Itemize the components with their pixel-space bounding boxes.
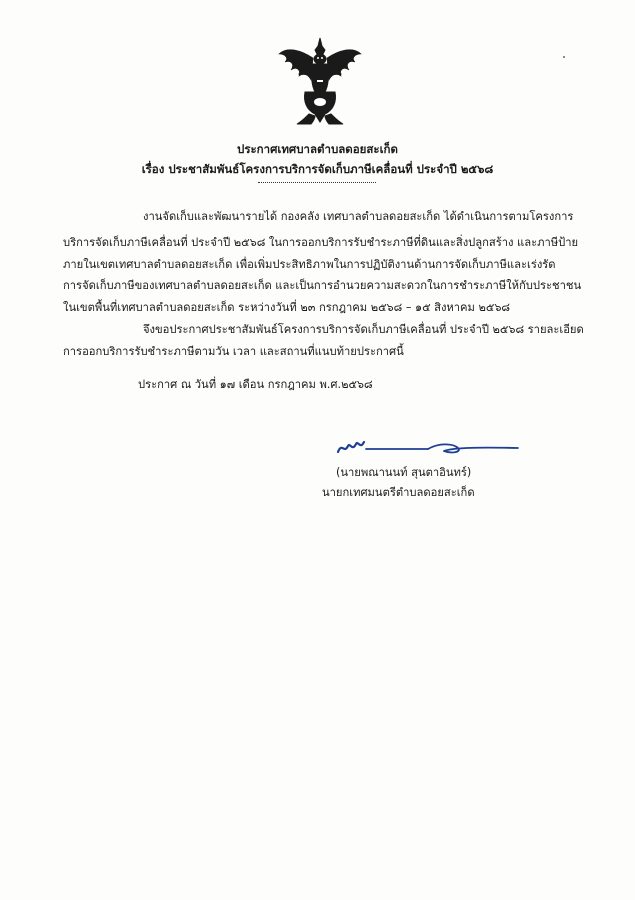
scan-speck	[563, 56, 565, 58]
signatory-position: นายกเทศมนตรีตำบลดอยสะเก็ด	[322, 486, 475, 499]
paragraph-1-line-4: การจัดเก็บภาษีของเทศบาลตำบลดอยสะเก็ด และเป็นการอำนวยความสะดวกในการชำระภาษีให้กับประชาชน	[63, 279, 582, 292]
paragraph-1-line-3: ภายในเขตเทศบาลตำบลดอยสะเก็ด เพื่อเพิ่มประสิทธิภาพในการปฏิบัติงานด้านการจัดเก็บภาษีและเร่งรัด	[63, 258, 556, 271]
announcement-title: ประกาศเทศบาลตำบลดอยสะเก็ด	[237, 142, 398, 156]
announcement-date: ประกาศ ณ วันที่ ๑๗ เดือน กรกฎาคม พ.ศ.๒๕๖๘	[138, 378, 373, 391]
paragraph-1-line-1: งานจัดเก็บและพัฒนารายได้ กองคลัง เทศบาลตำบลดอยสะเก็ด ได้ดำเนินการตามโครงการ	[143, 210, 574, 223]
signatory-name: (นายพณานนท์ สุนตาอินทร์)	[336, 466, 472, 479]
signature-icon	[332, 432, 522, 466]
paragraph-2-line-2: การออกบริการรับชำระภาษีตามวัน เวลา และสถานที่แนบท้ายประกาศนี้	[63, 345, 404, 358]
paragraph-1-line-2: บริการจัดเก็บภาษีเคลื่อนที่ ประจำปี ๒๕๖๘ ในการออกบริการรับชำระภาษีที่ดินและสิ่งปลูกสร้าง และภาษีป้าย	[63, 236, 579, 249]
paragraph-2-line-1: จึงขอประกาศประชาสัมพันธ์โครงการบริการจัดเก็บภาษีเคลื่อนที่ ประจำปี ๒๕๖๘ รายละเอียด	[143, 323, 584, 336]
title-divider	[258, 182, 376, 183]
paragraph-1-line-5: ในเขตพื้นที่เทศบาลตำบลดอยสะเก็ด ระหว่างวันที่ ๒๓ กรกฎาคม ๒๕๖๘ – ๑๕ สิงหาคม ๒๕๖๘	[63, 301, 511, 314]
garuda-emblem-icon	[275, 36, 365, 128]
announcement-subject: เรื่อง ประชาสัมพันธ์โครงการบริการจัดเก็บภาษีเคลื่อนที่ ประจำปี ๒๕๖๘	[141, 162, 494, 176]
